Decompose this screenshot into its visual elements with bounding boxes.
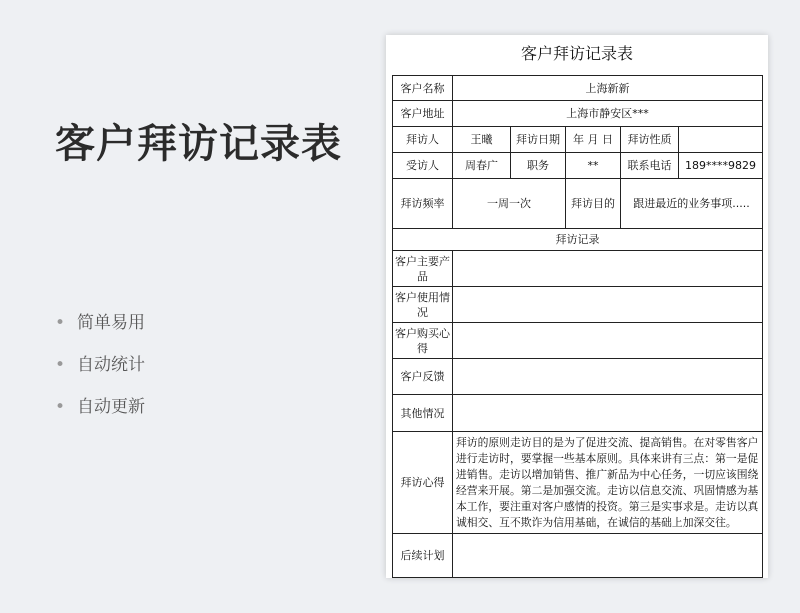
visitor-value[interactable]: 王曦 [453, 127, 511, 153]
frequency-label: 拜访频率 [393, 179, 453, 229]
bullet-icon: • [55, 313, 66, 333]
bullet-icon: • [55, 355, 66, 375]
purchase-label: 客户购买心得 [393, 323, 453, 359]
phone-value[interactable]: 189****9829 [679, 153, 763, 179]
customer-address-label: 客户地址 [393, 101, 453, 127]
purchase-value[interactable] [453, 323, 763, 359]
main-products-label: 客户主要产品 [393, 251, 453, 287]
frequency-value[interactable]: 一周一次 [453, 179, 566, 229]
bullet-icon: • [55, 397, 66, 417]
usage-label: 客户使用情况 [393, 287, 453, 323]
other-value[interactable] [453, 395, 763, 432]
feedback-label: 客户反馈 [393, 359, 453, 395]
position-value[interactable]: ** [566, 153, 621, 179]
other-label: 其他情况 [393, 395, 453, 432]
record-header: 拜访记录 [393, 229, 763, 251]
feature-list [55, 310, 145, 436]
visitee-label: 受访人 [393, 153, 453, 179]
hero-title: 客户拜访记录表 [55, 121, 342, 167]
visit-date-value[interactable]: 年 月 日 [566, 127, 621, 153]
visit-nature-label: 拜访性质 [621, 127, 679, 153]
position-label: 职务 [511, 153, 566, 179]
followup-label: 后续计划 [393, 534, 453, 578]
feature-item [55, 310, 145, 352]
phone-label: 联系电话 [621, 153, 679, 179]
visit-record-table [392, 75, 763, 578]
purpose-label: 拜访目的 [566, 179, 621, 229]
visitee-value[interactable]: 周春广 [453, 153, 511, 179]
insight-text[interactable]: 拜访的原则走访目的是为了促进交流、提高销售。在对零售客户进行走访时，要掌握一些基本原则。具体来讲有三点：第一是促进销售。走访以增加销售、推广新品为中心任务，一切应该围绕经营来开展。第二是加强交流。走访以信息交流、巩固情感为基本工作，要注重对客户感情的投资。第三是实事求是。走访以真诚相交、互不欺诈为信用基础，在诚信的基础上加深交往。 [453, 432, 763, 534]
insight-label: 拜访心得 [393, 432, 453, 534]
purpose-value[interactable]: 跟进最近的业务事项..... [621, 179, 763, 229]
visit-date-label: 拜访日期 [511, 127, 566, 153]
form-sheet [386, 35, 768, 578]
customer-name-label: 客户名称 [393, 76, 453, 101]
feature-label: 简单易用 [77, 313, 145, 333]
feature-item [55, 352, 145, 394]
followup-value[interactable] [453, 534, 763, 578]
customer-address-value[interactable]: 上海市静安区*** [453, 101, 763, 127]
visit-nature-value[interactable] [679, 127, 763, 153]
main-products-value[interactable] [453, 251, 763, 287]
feature-label: 自动更新 [77, 397, 145, 417]
usage-value[interactable] [453, 287, 763, 323]
form-title: 客户拜访记录表 [520, 44, 633, 63]
feature-item [55, 394, 145, 436]
customer-name-value[interactable]: 上海新新 [453, 76, 763, 101]
feature-label: 自动统计 [77, 355, 145, 375]
feedback-value[interactable] [453, 359, 763, 395]
visitor-label: 拜访人 [393, 127, 453, 153]
